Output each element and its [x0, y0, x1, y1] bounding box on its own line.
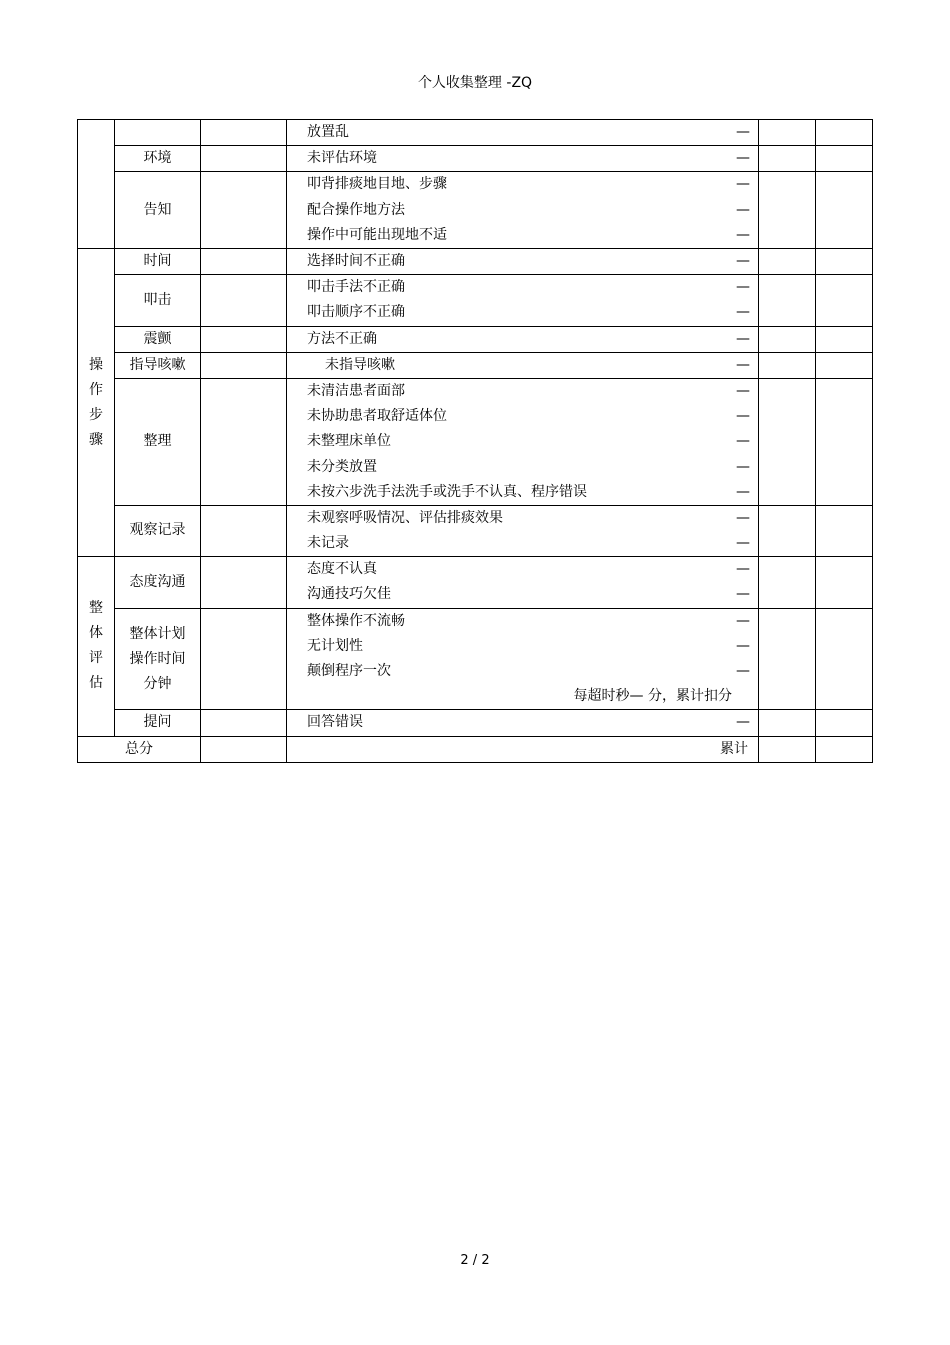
item-cell-environment: 环境 — [115, 146, 201, 172]
dash-mark: — — [736, 176, 750, 193]
item-cell-attitude: 态度沟通 — [115, 557, 201, 608]
deduction-text: 未记录 — [307, 535, 349, 552]
dash-mark: — — [736, 714, 750, 731]
deduct-cell — [759, 710, 816, 736]
deduction-cell — [287, 505, 759, 556]
dash-mark: — — [736, 226, 750, 243]
deduction-cell — [287, 248, 759, 274]
deduction-cell — [287, 172, 759, 249]
deduct-cell — [759, 248, 816, 274]
score-cell — [201, 710, 287, 736]
deduction-cell — [287, 352, 759, 378]
total-cumulative: 累计 — [287, 736, 759, 762]
category-label: 操作步骤 — [89, 356, 103, 448]
score-cell — [201, 378, 287, 505]
dash-mark: — — [736, 330, 750, 347]
table-row — [78, 557, 873, 608]
scoring-table — [77, 119, 873, 763]
deduct-cell — [759, 146, 816, 172]
deduct-cell — [759, 326, 816, 352]
deduction-cell — [287, 710, 759, 736]
dash-mark: — — [736, 483, 750, 500]
deduction-text: 态度不认真 — [307, 561, 377, 578]
score-cell — [201, 557, 287, 608]
deduction-text: 配合操作地方法 — [307, 201, 405, 218]
deduct-cell — [759, 736, 816, 762]
category-cell-overall — [78, 557, 115, 736]
deduction-text: 叩击手法不正确 — [307, 279, 405, 296]
score-result-cell — [816, 378, 873, 505]
item-cell-time: 时间 — [115, 248, 201, 274]
deduction-text: 操作中可能出现地不适 — [307, 226, 447, 243]
dash-mark: — — [736, 252, 750, 269]
table-row — [78, 146, 873, 172]
deduction-text: 未协助患者取舒适体位 — [307, 408, 447, 425]
score-cell — [201, 352, 287, 378]
dash-mark: — — [736, 356, 750, 373]
dash-mark: — — [736, 612, 750, 629]
deduction-cell — [287, 146, 759, 172]
dash-mark: — — [736, 637, 750, 654]
score-result-cell — [816, 352, 873, 378]
dash-mark: — — [736, 304, 750, 321]
score-cell — [201, 172, 287, 249]
dash-mark: — — [736, 201, 750, 218]
deduction-text: 未清洁患者面部 — [307, 382, 405, 399]
item-cell-tidy: 整理 — [115, 378, 201, 505]
score-cell — [201, 275, 287, 326]
dash-mark: — — [736, 458, 750, 475]
score-result-cell — [816, 736, 873, 762]
deduction-text: 颠倒程序一次 — [307, 663, 391, 679]
score-result-cell — [816, 248, 873, 274]
table-row — [78, 505, 873, 556]
table-row — [78, 326, 873, 352]
deduct-cell — [759, 120, 816, 146]
item-cell-tap: 叩击 — [115, 275, 201, 326]
page-header: 个人收集整理 -ZQ — [417, 75, 533, 91]
score-result-cell — [816, 172, 873, 249]
table-row — [78, 248, 873, 274]
deduct-cell — [759, 172, 816, 249]
item-cell-empty — [115, 120, 201, 146]
deduction-cell — [287, 378, 759, 505]
score-result-cell — [816, 710, 873, 736]
score-result-cell — [816, 146, 873, 172]
item-cell-vibration: 震颤 — [115, 326, 201, 352]
dash-mark: — — [736, 150, 750, 167]
table-row — [78, 352, 873, 378]
deduction-cell — [287, 275, 759, 326]
deduction-text: 无计划性 — [307, 637, 363, 654]
deduction-text: 未观察呼吸情况、评估排痰效果 — [307, 509, 503, 526]
deduction-text: 未评估环境 — [307, 150, 377, 167]
deduct-cell — [759, 378, 816, 505]
deduction-text: 未整理床单位 — [307, 433, 391, 450]
score-cell — [201, 120, 287, 146]
dash-mark: — — [736, 509, 750, 526]
category-label: 整体评估 — [89, 600, 103, 692]
score-cell — [201, 326, 287, 352]
deduct-cell — [759, 275, 816, 326]
deduction-text: 方法不正确 — [307, 330, 377, 347]
deduction-text: 未分类放置 — [307, 458, 377, 475]
dash-mark: — — [736, 408, 750, 425]
item-label: 分钟 — [143, 675, 172, 692]
score-result-cell — [816, 505, 873, 556]
total-row — [78, 736, 873, 762]
deduction-text: 未按六步洗手法洗手或洗手不认真、程序错误 — [307, 483, 587, 500]
table-row — [78, 120, 873, 146]
score-cell — [201, 146, 287, 172]
table-row — [78, 172, 873, 249]
item-cell-cough: 指导咳嗽 — [115, 352, 201, 378]
dash-mark: — — [736, 561, 750, 578]
dash-mark: — — [736, 279, 750, 296]
score-cell — [201, 248, 287, 274]
score-result-cell — [816, 557, 873, 608]
deduction-text: 回答错误 — [307, 714, 363, 731]
score-cell — [201, 505, 287, 556]
category-cell-steps — [78, 248, 115, 556]
deduction-cell — [287, 608, 759, 710]
score-cell — [201, 736, 287, 762]
deduct-cell — [759, 505, 816, 556]
dash-mark: — — [736, 586, 750, 603]
deduct-cell — [759, 557, 816, 608]
deduction-text: 选择时间不正确 — [307, 252, 405, 269]
deduction-text: 整体操作不流畅 — [307, 612, 405, 629]
deduction-text: 叩击顺序不正确 — [307, 304, 405, 321]
table-row — [78, 275, 873, 326]
score-result-cell — [816, 608, 873, 710]
item-cell-observe: 观察记录 — [115, 505, 201, 556]
deduction-cell — [287, 120, 759, 146]
page-number: 2 / 2 — [460, 1253, 490, 1268]
dash-mark: — — [736, 124, 750, 140]
deduct-cell — [759, 608, 816, 710]
overtime-note: 每超时秒— 分，累计扣分 — [573, 688, 732, 705]
category-cell-empty — [78, 120, 115, 249]
score-result-cell — [816, 275, 873, 326]
item-label: 整体计划 — [129, 625, 186, 642]
table-row — [78, 608, 873, 710]
table-row — [78, 710, 873, 736]
deduct-cell — [759, 352, 816, 378]
table-row — [78, 378, 873, 505]
score-result-cell — [816, 326, 873, 352]
total-label: 总分 — [78, 736, 201, 762]
dash-mark: — — [736, 433, 750, 450]
deduction-cell — [287, 557, 759, 608]
score-cell — [201, 608, 287, 710]
deduction-text: 沟通技巧欠佳 — [307, 586, 391, 603]
deduction-text: 放置乱 — [307, 124, 349, 140]
score-result-cell — [816, 120, 873, 146]
item-cell-question: 提问 — [115, 710, 201, 736]
item-label: 操作时间 — [129, 650, 186, 667]
item-cell-inform: 告知 — [115, 172, 201, 249]
deduction-cell — [287, 326, 759, 352]
item-cell-plan — [115, 608, 201, 710]
dash-mark: — — [736, 535, 750, 552]
deduction-text: 叩背排痰地目地、步骤 — [307, 176, 447, 193]
dash-mark: — — [736, 663, 750, 679]
dash-mark: — — [736, 382, 750, 399]
deduction-text: 未指导咳嗽 — [325, 356, 395, 373]
